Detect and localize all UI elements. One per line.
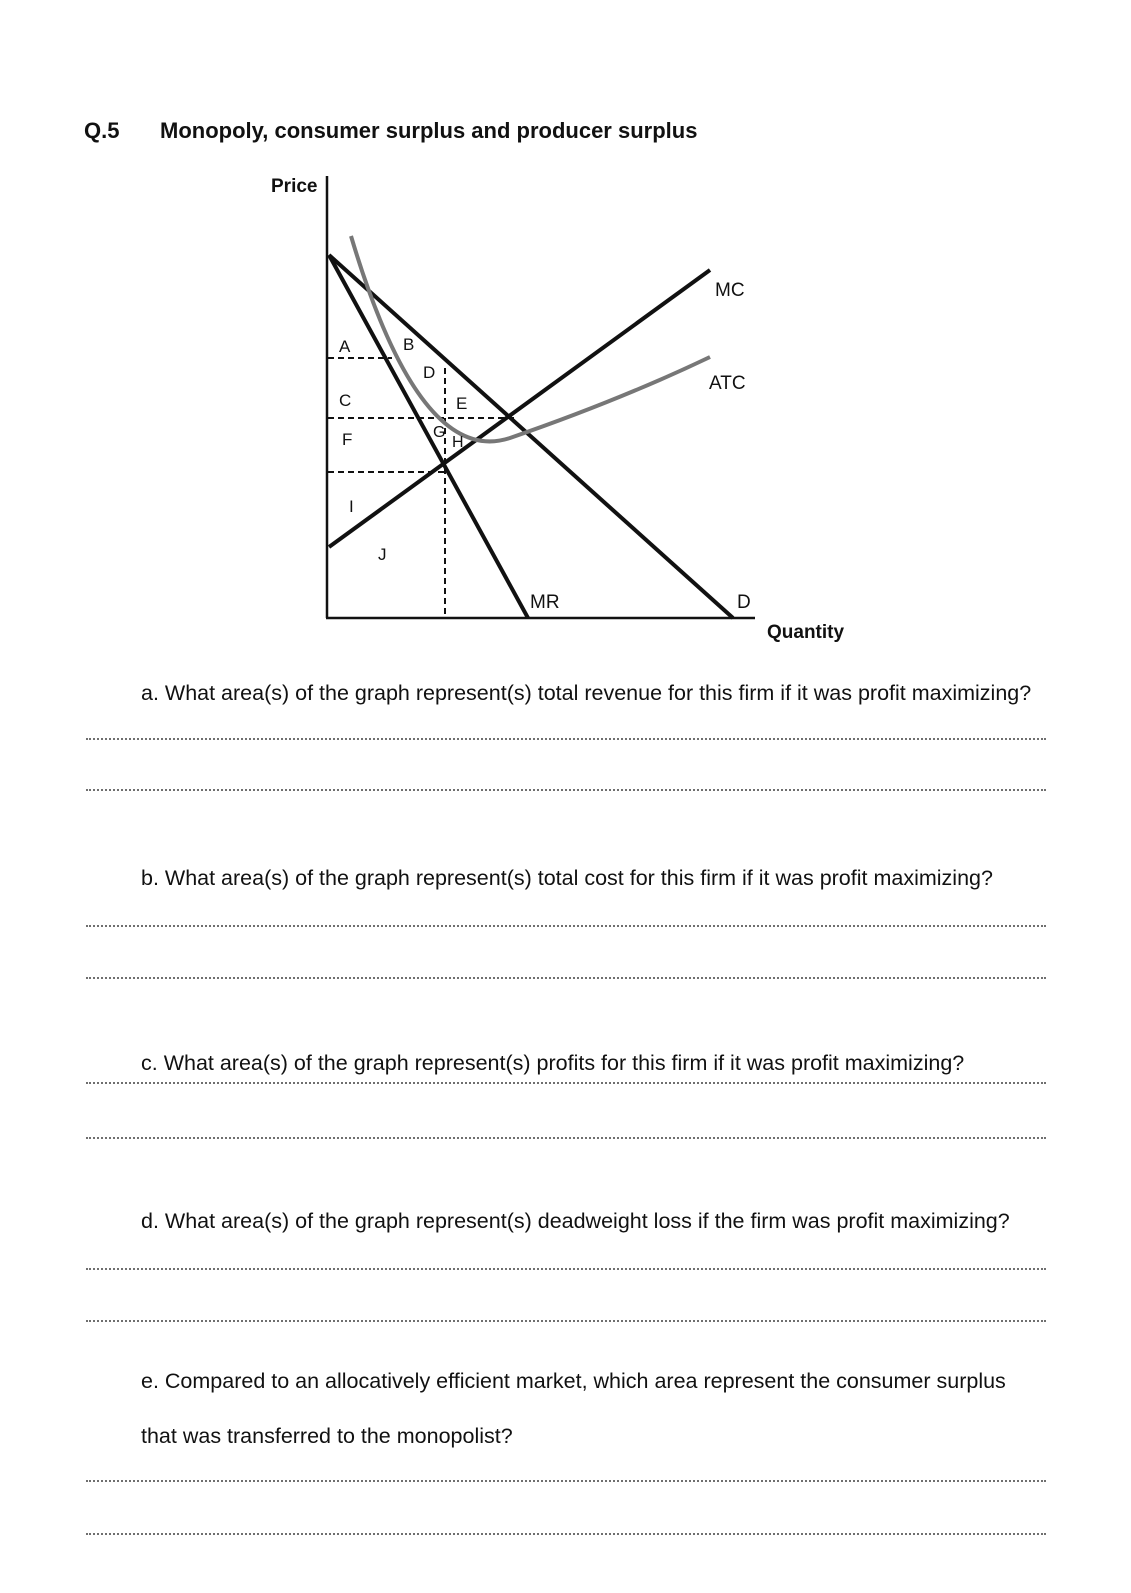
- monopoly-graph: [0, 0, 1131, 660]
- area-i-label: I: [349, 497, 354, 516]
- area-e-label: E: [456, 394, 468, 413]
- area-f-label: F: [342, 430, 353, 449]
- answer-line-c1[interactable]: [86, 1082, 1046, 1084]
- mr-label: MR: [530, 592, 560, 613]
- answer-line-d1[interactable]: [86, 1268, 1046, 1270]
- demand-label: D: [737, 592, 751, 613]
- answer-line-b2[interactable]: [86, 977, 1046, 979]
- quantity-axis-label: Quantity: [767, 622, 845, 643]
- answer-line-e1[interactable]: [86, 1480, 1046, 1482]
- answer-line-a1[interactable]: [86, 738, 1046, 740]
- area-j-label: J: [378, 545, 387, 564]
- atc-label: ATC: [709, 373, 746, 394]
- answer-line-c2[interactable]: [86, 1137, 1046, 1139]
- demand-curve: [329, 255, 733, 618]
- answer-line-b1[interactable]: [86, 925, 1046, 927]
- price-axis-label: Price: [271, 176, 318, 197]
- answer-line-e2[interactable]: [86, 1533, 1046, 1535]
- question-d: d. What area(s) of the graph represent(s) deadweight loss if the firm was profit maximizing?: [141, 1209, 1010, 1233]
- area-c-label: C: [339, 391, 352, 410]
- question-a: a. What area(s) of the graph represent(s) total revenue for this firm if it was profit maximizing?: [141, 681, 1032, 705]
- mc-curve: [329, 270, 710, 547]
- area-a-label: A: [339, 337, 351, 356]
- area-g-label: G: [433, 424, 446, 441]
- answer-line-d2[interactable]: [86, 1320, 1046, 1322]
- area-d-label: D: [423, 363, 436, 382]
- question-title: Monopoly, consumer surplus and producer surplus: [160, 118, 698, 143]
- area-b-label: B: [403, 335, 415, 354]
- question-number: Q.5: [84, 118, 120, 143]
- question-b: b. What area(s) of the graph represent(s) total cost for this firm if it was profit maximizing?: [141, 866, 993, 890]
- mr-curve: [329, 255, 528, 618]
- area-h-label: H: [452, 434, 464, 451]
- mc-label: MC: [715, 280, 745, 301]
- question-c: c. What area(s) of the graph represent(s) profits for this firm if it was profit maximizing?: [141, 1051, 965, 1075]
- answer-line-a2[interactable]: [86, 789, 1046, 791]
- question-e: e. Compared to an allocatively efficient market, which area represent the consumer surplus that was transferred to the monopolist?: [141, 1369, 1006, 1448]
